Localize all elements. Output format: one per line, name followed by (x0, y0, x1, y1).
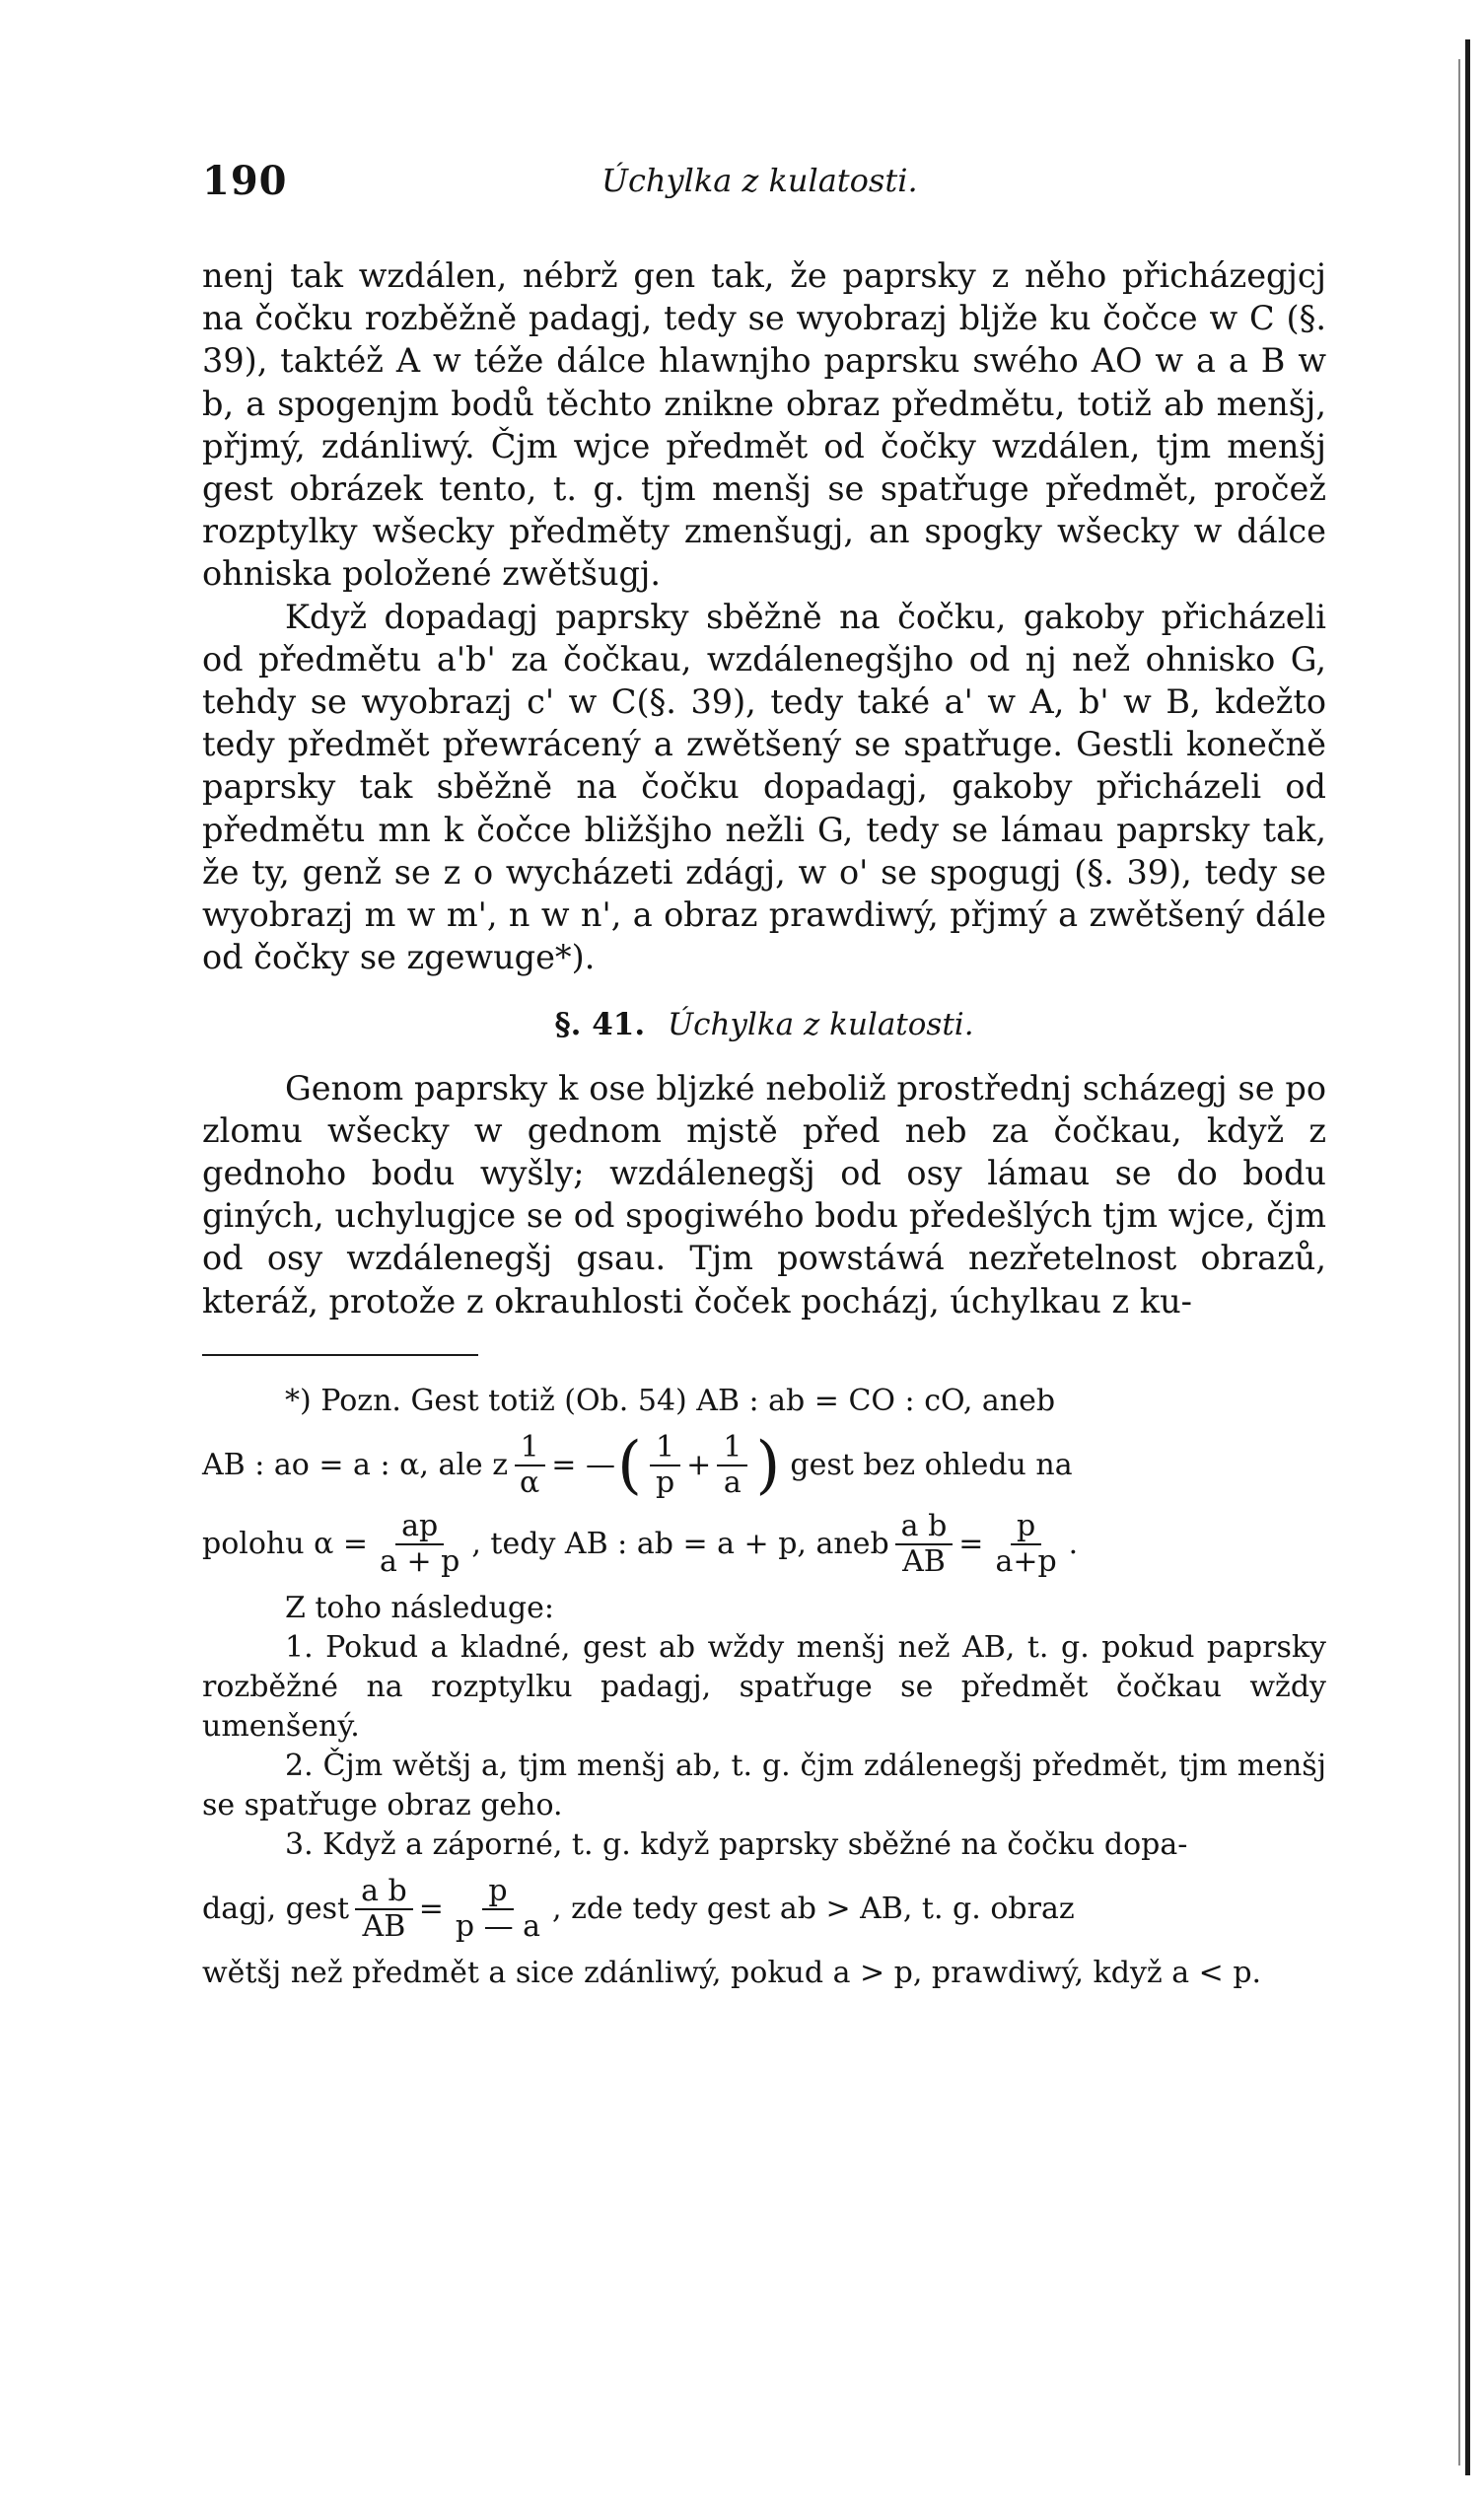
paragraph-2: Když dopadagj paprsky sběžně na čočku, gakoby přicházeli od předmětu a'b' za čočkau, wzdálenegšjho od nj než ohnisko G, tehdy se wyobrazj c' w C(§. 39), tedy také a' w A, b' w B, kdežto tedy předmět přewrácený a zwětšený se spatřuge. Gestli konečně paprsky tak sběžně na čočku dopadagj, gakoby přicházeli od předmětu mn k čočce bližšjho nežli G, tedy se lámau paprsky tak, že ty, genž se z o wycházeti zdágj, w o' se spogugj (§. 39), tedy se wyobrazj m w m', n w n', a obraz prawdiwý, přjmý a zwětšený dále od čočky se zgewuge*). (202, 597, 1326, 977)
eq3-f3-denominator: a+p (995, 1543, 1057, 1579)
footnote-equation-3 (202, 1510, 1326, 1579)
section-number: §. 41. (554, 1007, 646, 1043)
eq2-right: gest bez ohledu na (790, 1447, 1073, 1482)
eq2-left: AB : ao = a : α, ale z (202, 1447, 509, 1482)
eq2-p-numerator: 1 (650, 1431, 680, 1466)
consequence-item-3-equation (202, 1875, 1326, 1944)
consequence-item-3-line-3: wětšj než předmět a sice zdánliwý, pokud a > p, prawdiwý, když a < p. (202, 1955, 1262, 1990)
footnote-equation-2 (202, 1428, 1326, 1502)
paragraph-1: nenj tak wzdálen, nébrž gen tak, že paprsky z něho přicházegjcj na čočku rozběžně padagj, tedy se wyobrazj bljže ku čočce w C (§. 39), taktéž A w téže dálce hlawnjho paprsku swého AO w a a B w b, a spogenjm bodů těchto znikne obraz předmětu, totiž ab menšj, přjmý, zdánliwý. Čjm wjce předmět od čočky wzdálen, tjm menšj gest obrázek tento, t. g. tjm menšj se spatřuge předmět, pročež rozptylky wšecky předměty zmenšugj, an spogky wšecky w dálce ohniska položené zwětšugj. (202, 256, 1326, 594)
book-page (202, 148, 1326, 1993)
eq3-f1-denominator: a + p (380, 1543, 460, 1579)
main-text (202, 254, 1326, 1322)
section-title: Úchylka z kulatosti. (667, 1007, 974, 1043)
item3-f1-denominator: AB (362, 1908, 406, 1944)
eq2-p-denominator: p (655, 1465, 675, 1500)
item3-f1-numerator: a b (355, 1875, 413, 1910)
eq2-equals: = — (551, 1447, 615, 1482)
section-heading (202, 1004, 1326, 1046)
consequence-item-1: 1. Pokud a kladné, gest ab wždy menšj než AB, t. g. pokud paprsky rozběžné na rozptylku padagj, spatřuge se předmět čočkau wždy umenšený. (202, 1629, 1326, 1744)
eq3-f3-numerator: p (1011, 1510, 1041, 1545)
eq3-fraction-2 (895, 1510, 954, 1579)
footnote-divider (202, 1354, 478, 1356)
eq2-p-fraction (650, 1431, 680, 1500)
item3-left: dagj, gest (202, 1891, 350, 1926)
item3-fraction-1 (355, 1875, 413, 1944)
consequence-item-3-line-1: 3. Když a záporné, t. g. když paprsky sběžné na čočku dopa- (285, 1826, 1188, 1862)
footnote (202, 1382, 1326, 1993)
paragraph-3: Genom paprsky k ose bljzké neboliž prostřednj scházegj se po zlomu wšecky w gednom mjstě před neb za čočkau, když z gednoho bodu wyšly; wzdálenegšj od osy lámau se do bodu giných, uchylugjce se od spogiwého bodu předešlých tjm wjce, čjm od osy wzdálenegšj gsau. Tjm powstáwá nezřetelnost obrazů, kteráž, protože z okrauhlosti čoček pocházj, úchylkau z ku- (202, 1068, 1326, 1321)
left-paren-glyph: ( (616, 1428, 642, 1502)
item3-fraction-2 (450, 1875, 546, 1944)
eq3-fraction-1 (374, 1510, 465, 1579)
eq2-fraction-numerator: 1 (515, 1431, 545, 1466)
eq2-fraction-denominator: α (520, 1465, 540, 1500)
item3-f2-numerator: p (482, 1875, 513, 1910)
eq2-a-numerator: 1 (717, 1431, 747, 1466)
eq2-plus: + (686, 1447, 712, 1482)
eq2-fraction (514, 1431, 545, 1500)
eq3-middle: , tedy AB : ab = a + p, aneb (471, 1526, 889, 1561)
eq3-end: . (1068, 1526, 1079, 1561)
consequence-item-2: 2. Čjm wětšj a, tjm menšj ab, t. g. čjm zdálenegšj předmět, tjm menšj se spatřuge obraz geho. (202, 1748, 1326, 1822)
eq3-f1-numerator: ap (395, 1510, 444, 1545)
page-edge-inner-shadow (1458, 59, 1460, 2465)
footnote-line-1: *) Pozn. Gest totiž (Ob. 54) AB : ab = CO : cO, aneb (285, 1383, 1056, 1418)
eq3-f2-denominator: AB (902, 1543, 946, 1579)
eq3-fraction-3 (989, 1510, 1062, 1579)
page-number: 190 (202, 158, 288, 204)
eq3-left: polohu α = (202, 1526, 369, 1561)
eq2-a-fraction (717, 1431, 747, 1500)
eq2-a-denominator: a (723, 1465, 742, 1500)
running-title: Úchylka z kulatosti. (601, 162, 918, 199)
consequence-heading: Z toho následuge: (285, 1590, 554, 1625)
page-edge-shadow (1465, 39, 1470, 2475)
running-header (202, 148, 1326, 217)
eq3-f2-numerator: a b (895, 1510, 954, 1545)
right-paren-glyph: ) (755, 1428, 781, 1502)
item3-right: , zde tedy gest ab > AB, t. g. obraz (552, 1891, 1075, 1926)
eq3-equals: = (958, 1526, 984, 1561)
item3-f2-denominator: p — a (455, 1908, 541, 1944)
item3-equals: = (418, 1891, 444, 1926)
